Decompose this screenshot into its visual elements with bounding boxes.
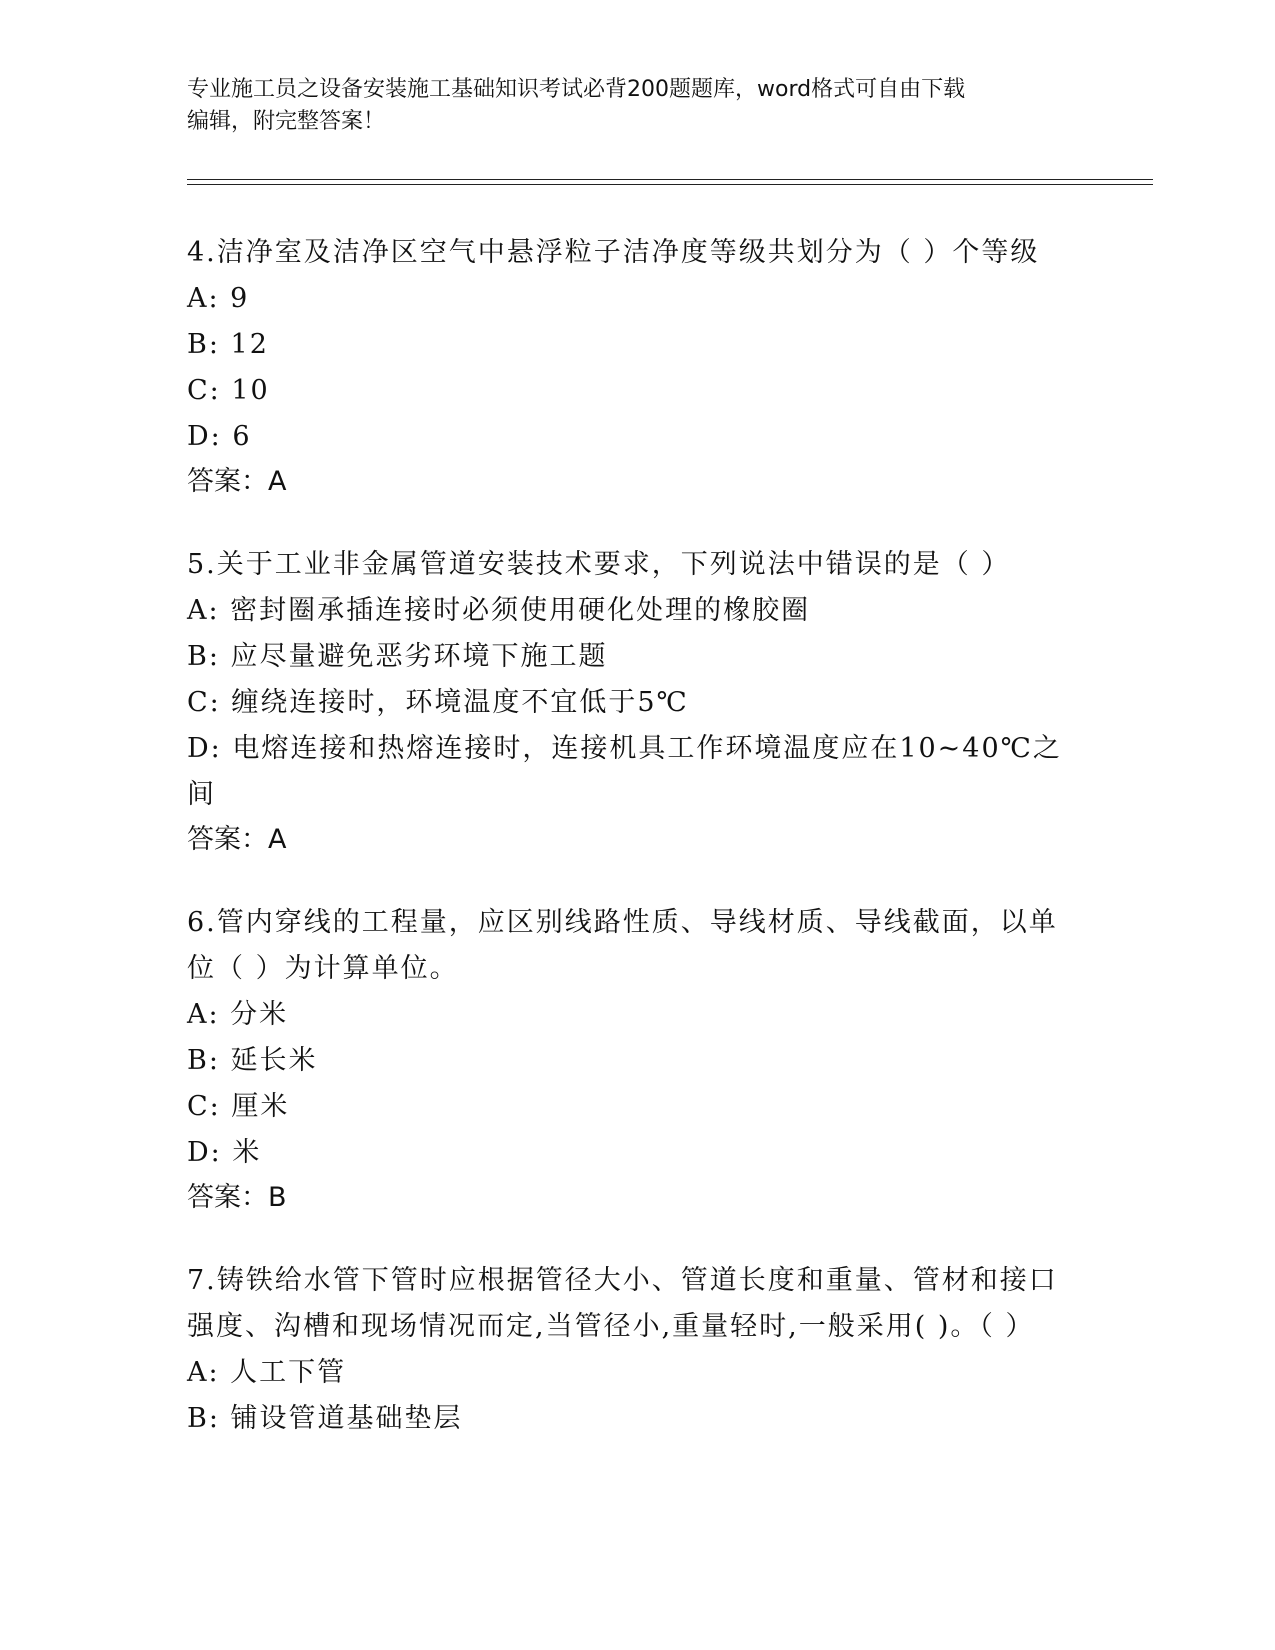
document-header xyxy=(187,74,1087,138)
header-line-1: 专业施工员之设备安装施工基础知识考试必背200题题库，word格式可自由下载 xyxy=(187,77,966,102)
option-c: C: 厘米 xyxy=(187,1091,290,1122)
option-b: B: 铺设管道基础垫层 xyxy=(187,1403,463,1434)
header-line-2: 编辑，附完整答案！ xyxy=(187,109,386,134)
option-b: B: 应尽量避免恶劣环境下施工题 xyxy=(187,641,608,672)
question-5 xyxy=(187,542,1067,862)
question-7 xyxy=(187,1258,1067,1442)
answer: 答案：A xyxy=(187,824,287,855)
option-b: B: 延长米 xyxy=(187,1045,318,1076)
option-a: A: 人工下管 xyxy=(187,1357,347,1388)
question-4 xyxy=(187,230,1067,504)
option-c: C: 10 xyxy=(187,375,270,406)
question-text: 7.铸铁给水管下管时应根据管径大小、管道长度和重量、管材和接口强度、沟槽和现场情况而定,当管径小,重量轻时,一般采用( )。（ ） xyxy=(187,1265,1058,1342)
option-d: D: 电熔连接和热熔连接时，连接机具工作环境温度应在10~40℃之间 xyxy=(187,733,1062,810)
option-a: A: 分米 xyxy=(187,999,289,1030)
header-divider-top xyxy=(187,179,1153,180)
answer: 答案：A xyxy=(187,466,287,497)
option-c: C: 缠绕连接时，环境温度不宜低于5℃ xyxy=(187,687,689,718)
question-text: 5.关于工业非金属管道安装技术要求，下列说法中错误的是（ ） xyxy=(187,549,1011,580)
option-b: B: 12 xyxy=(187,329,269,360)
option-d: D: 6 xyxy=(187,421,252,452)
question-6 xyxy=(187,900,1067,1220)
header-divider-bottom xyxy=(187,184,1153,185)
option-a: A: 密封圈承插连接时必须使用硬化处理的橡胶圈 xyxy=(187,595,811,626)
question-text: 4.洁净室及洁净区空气中悬浮粒子洁净度等级共划分为（ ）个等级 xyxy=(187,237,1040,268)
question-list xyxy=(187,230,1067,1480)
option-a: A: 9 xyxy=(187,283,250,314)
option-d: D: 米 xyxy=(187,1137,262,1168)
question-text: 6.管内穿线的工程量，应区别线路性质、导线材质、导线截面，以单位（ ）为计算单位。 xyxy=(187,907,1058,984)
answer: 答案：B xyxy=(187,1182,287,1213)
